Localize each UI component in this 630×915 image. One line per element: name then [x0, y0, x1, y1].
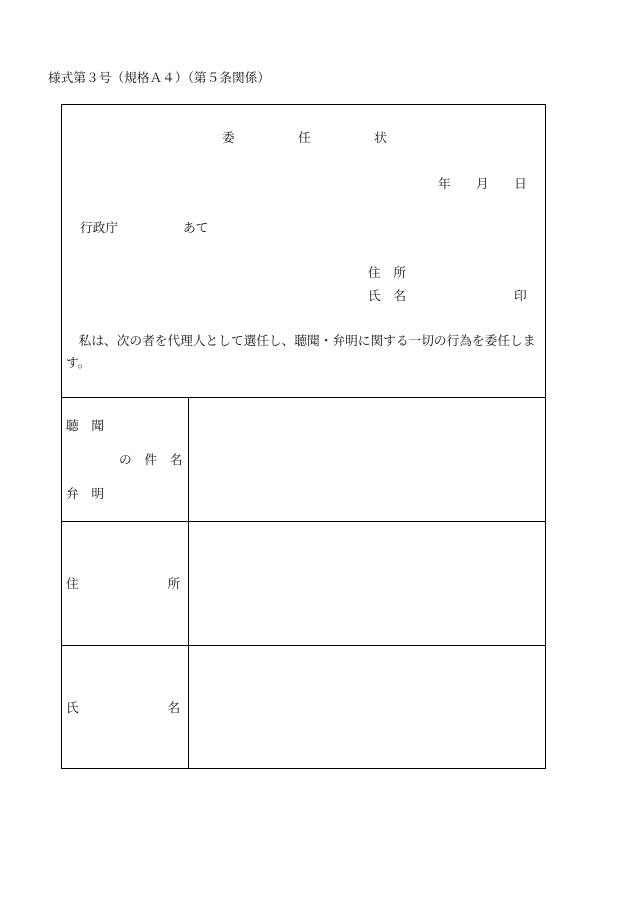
- agent-name-row: [61, 645, 546, 769]
- agent-name-label: 氏 名: [66, 700, 181, 715]
- agent-address-label: 住 所: [66, 576, 181, 591]
- case-name-label-line3: 弁 明: [66, 486, 105, 501]
- case-name-label-cell: [61, 398, 189, 521]
- form-number: 様式第３号（規格Ａ４）（第５条関係）: [48, 70, 271, 85]
- agent-name-label-cell: [61, 646, 189, 769]
- principal-address-label: 住 所: [368, 265, 407, 280]
- delegation-statement: 私は、次の者を代理人として選任し、聴聞・弁明に関する一切の行為を委任します。: [66, 333, 536, 370]
- case-name-label-line2: の 件 名: [119, 452, 183, 467]
- case-name-label-line1: 聴 聞: [66, 418, 105, 433]
- principal-name-label: 氏 名: [368, 288, 407, 303]
- case-name-value-cell: [189, 398, 546, 521]
- agent-address-label-cell: [61, 522, 189, 645]
- agent-address-row: [61, 521, 546, 645]
- date-line: 年 月 日: [438, 176, 527, 191]
- agent-name-value-cell: [189, 646, 546, 769]
- addressee-agency: 行政庁: [80, 220, 119, 235]
- seal-mark-label: 印: [514, 288, 527, 303]
- case-name-row: [61, 397, 546, 521]
- addressee-suffix: あて: [183, 220, 209, 235]
- form-title: 委 任 状: [222, 130, 387, 145]
- agent-address-value-cell: [189, 522, 546, 645]
